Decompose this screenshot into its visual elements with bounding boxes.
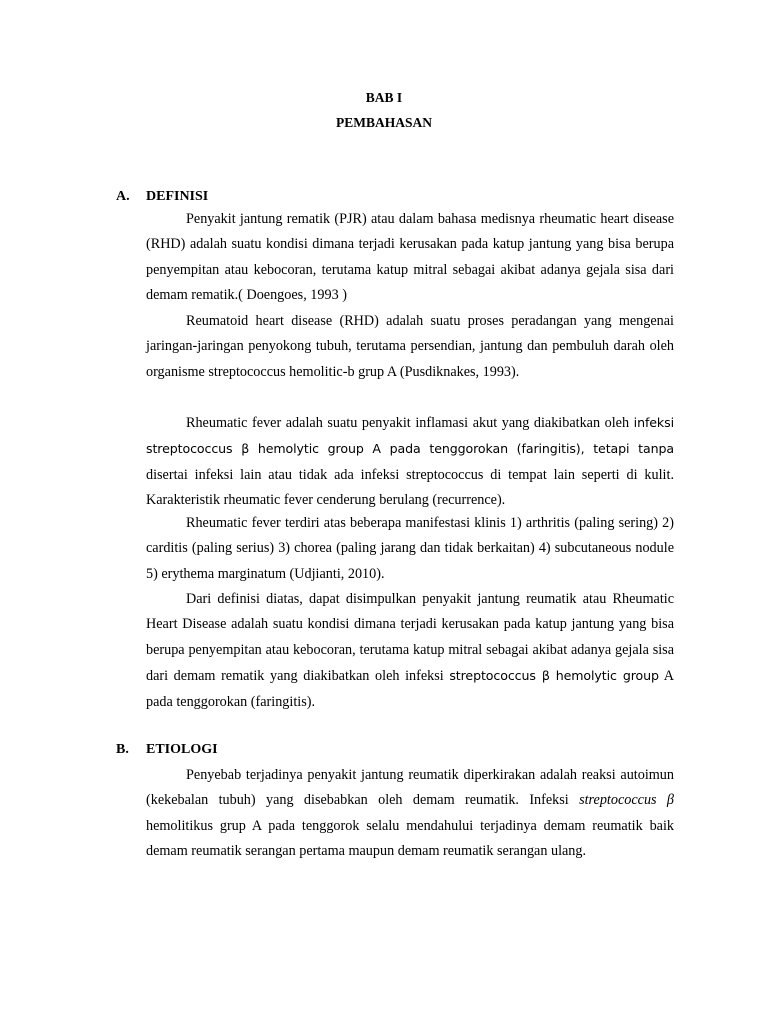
paragraph-text-sans: infeksi streptococcus β hemolytic group A pada tenggorokan (faringitis), tetapi tanpa	[146, 415, 674, 457]
chapter-title: PEMBAHASAN	[335, 115, 432, 130]
paragraph-kesimpulan	[146, 587, 674, 715]
paragraph-definisi-rhd: Reumatoid heart disease (RHD) adalah suatu proses peradangan yang mengenai jaringan-jaringan penyokong tubuh, terutama persendian, jantung dan pembuluh darah oleh organisme streptococcus hemolitic-b grup A (Pusdiknakes, 1993).	[146, 313, 674, 380]
section-heading-definisi	[116, 189, 208, 205]
section-heading-etiologi	[116, 742, 218, 758]
paragraph-definisi-pjr: Penyakit jantung rematik (PJR) atau dalam bahasa medisnya rheumatic heart disease (RHD) adalah suatu kondisi dimana terjadi kerusakan pada katup jantung yang bisa berupa penyempitan atau kebocoran, terutama katup mitral sebagai akibat adanya gejala sisa dari demam rematik.( Doengoes, 1993 )	[146, 211, 674, 304]
section-letter: A.	[116, 189, 130, 204]
paragraph-text: Rheumatic fever adalah suatu penyakit inflamasi akut yang diakibatkan oleh	[186, 415, 630, 431]
paragraph-etiologi	[146, 763, 674, 865]
section-title: ETIOLOGI	[146, 742, 218, 757]
paragraph-text-sans: streptococcus β hemolytic group	[449, 668, 659, 684]
paragraph-text: Dari definisi diatas, dapat disimpulkan penyakit jantung reumatik atau Rheumatic Heart Disease adalah suatu kondisi dimana terjadi kerusakan pada katup jantung yang bisa berupa penyempitan atau kebocoran, terutama katup mitral sebagai akibat adanya gejala sisa dari demam rematik yang diakibatkan oleh infeksi	[146, 591, 674, 685]
section-title: DEFINISI	[146, 189, 209, 204]
paragraph-text-italic: streptococcus β	[579, 792, 674, 809]
paragraph-text: A pada tenggorokan (faringitis).	[146, 668, 674, 710]
paragraph-text: disertai infeksi lain atau tidak ada infeksi streptococcus di tempat lain seperti di kulit. Karakteristik rheumatic fever cenderung berulang (recurrence).	[146, 466, 674, 509]
chapter-number: BAB I	[365, 90, 403, 105]
section-letter: B.	[116, 742, 129, 757]
paragraph-manifestasi-klinis: Rheumatic fever terdiri atas beberapa manifestasi klinis 1) arthritis (paling sering) 2) carditis (paling serius) 3) chorea (paling jarang dan tidak berkaitan) 4) subcutaneous nodule 5) erythema marginatum (Udjianti, 2010).	[146, 515, 674, 582]
paragraph-rheumatic-fever	[146, 410, 674, 514]
paragraph-text: Penyebab terjadinya penyakit jantung reumatik diperkirakan adalah reaksi autoimun (kekebalan tubuh) yang disebabkan oleh demam reumatik. Infeksi	[146, 767, 674, 809]
paragraph-text: hemolitikus grup A pada tenggorok selalu mendahului terjadinya demam reumatik baik demam reumatik serangan pertama maupun demam reumatik serangan ulang.	[146, 817, 674, 860]
